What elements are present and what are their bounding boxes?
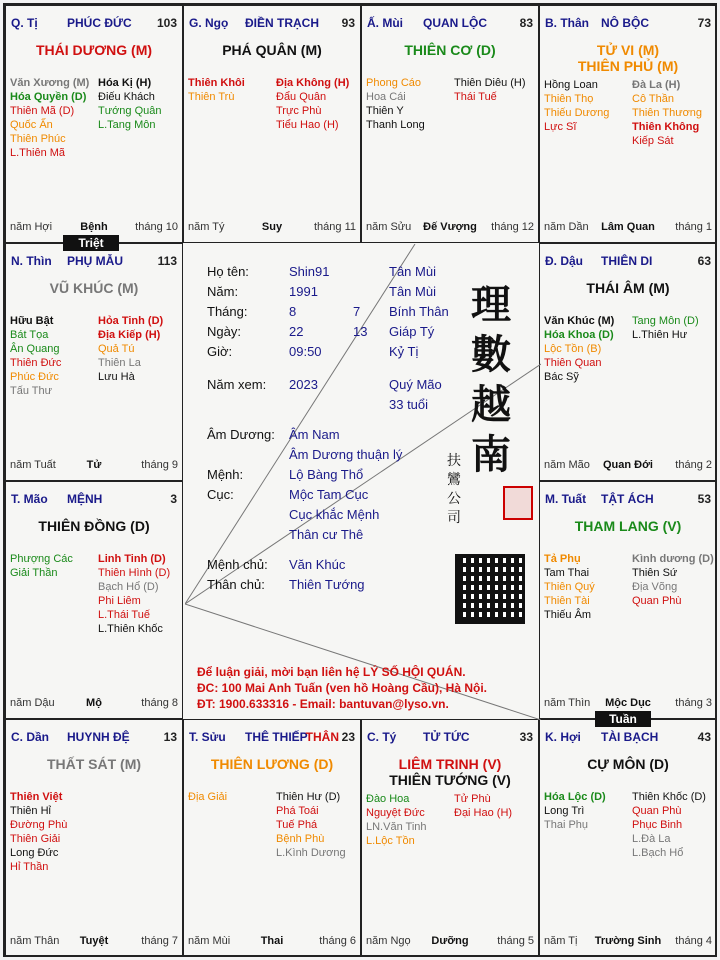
minor-star: Bác Sỹ xyxy=(544,371,579,383)
footer-stage: Lâm Quan xyxy=(601,221,655,233)
palace-cell-mui xyxy=(361,5,539,243)
star-column-right xyxy=(276,790,346,860)
birth-lab-0: Họ tên: xyxy=(207,264,249,279)
minor-star: Kiếp Sát xyxy=(632,135,674,147)
minor-star: Thiên Mã (D) xyxy=(10,105,75,117)
palace-cell-ty2 xyxy=(361,719,539,957)
minor-star: Ân Quang xyxy=(10,343,60,355)
thanchu-value: Thiên Tướng xyxy=(289,577,365,592)
than-cu-note: Thân cư Thê xyxy=(289,527,364,542)
horoscope-chart xyxy=(3,3,717,957)
palace-cell-ty xyxy=(5,5,183,243)
minor-star: Thiên Hỉ xyxy=(10,805,51,817)
palace-can-chi: T. Sửu xyxy=(189,730,226,744)
minor-star: Hỉ Thần xyxy=(10,861,49,873)
palace-can-chi: C. Dần xyxy=(11,730,50,744)
namxem-can-chi: Quý Mão xyxy=(389,377,442,392)
minor-star: Hỏa Tinh (D) xyxy=(98,315,164,327)
birth-v2-3: 13 xyxy=(353,324,368,339)
minor-star: Tả Phụ xyxy=(544,553,581,565)
minor-star: Thiên Đức xyxy=(10,357,62,369)
footer-month: tháng 12 xyxy=(491,221,534,233)
minor-star: Tấu Thư xyxy=(10,385,53,397)
palace-header xyxy=(189,16,355,30)
minor-star: Hóa Quyền (D) xyxy=(10,91,87,103)
minor-star: Quan Phù xyxy=(632,595,682,607)
birth-v1-3: 22 xyxy=(289,324,304,339)
minor-star: Thái Tuế xyxy=(454,91,497,103)
main-star: THẤT SÁT (M) xyxy=(46,756,142,772)
main-stars xyxy=(6,280,182,296)
palace-cell-dan xyxy=(5,719,183,957)
minor-star: Kình dương (D) xyxy=(632,553,714,565)
palace-number: 73 xyxy=(697,16,711,30)
palace-number: 103 xyxy=(156,16,177,30)
birth-lab-2: Tháng: xyxy=(207,304,248,319)
palace-name: PHỤ MẪU xyxy=(67,254,123,268)
minor-star: Thiên Thương xyxy=(632,107,703,119)
main-stars xyxy=(540,280,716,296)
footer-year: năm Thân xyxy=(10,935,60,947)
footer-year: năm Thìn xyxy=(544,697,591,709)
palace-footer xyxy=(366,935,534,949)
minor-star: Tam Thai xyxy=(544,567,590,579)
minor-star: Thiên Giải xyxy=(10,833,61,845)
seal-stamp xyxy=(503,486,533,520)
cuc-value: Mộc Tam Cục xyxy=(289,487,369,502)
main-star: PHÁ QUÂN (M) xyxy=(222,42,322,58)
palace-footer xyxy=(10,459,178,473)
star-column-left xyxy=(544,314,614,384)
birth-v3-4: Kỷ Tị xyxy=(389,344,419,359)
minor-star: Đà La (H) xyxy=(632,79,681,91)
minor-star: Quan Phù xyxy=(632,805,682,817)
palace-number: 13 xyxy=(163,730,177,744)
minor-star: Tuế Phá xyxy=(276,819,318,831)
main-star: VŨ KHÚC (M) xyxy=(49,280,139,296)
minor-star: Thiên Trù xyxy=(188,91,235,103)
minor-star: Thanh Long xyxy=(366,119,425,131)
main-star: TỬ VI (M) xyxy=(596,42,660,58)
footer-month: tháng 7 xyxy=(141,935,178,947)
birth-v3-1: Tân Mùi xyxy=(389,284,436,299)
star-column-right xyxy=(632,552,714,608)
palace-footer xyxy=(544,459,712,473)
minor-star: Đào Hoa xyxy=(366,793,410,805)
main-star: THIÊN CƠ (D) xyxy=(404,42,496,58)
star-column-left xyxy=(544,552,595,622)
main-stars xyxy=(540,518,716,534)
footer-stage: Thai xyxy=(260,935,284,947)
star-column-left xyxy=(10,552,73,580)
minor-star: Tướng Quân xyxy=(98,105,162,117)
star-column-right xyxy=(98,552,170,636)
star-column-right xyxy=(632,790,706,860)
palace-header xyxy=(545,492,711,506)
footer-month: tháng 1 xyxy=(675,221,712,233)
footer-month: tháng 8 xyxy=(141,697,178,709)
birth-v1-0: Shin91 xyxy=(289,264,330,279)
menh-label: Mệnh: xyxy=(207,467,244,482)
minor-star: Thiên Quý xyxy=(544,581,595,593)
star-column-right xyxy=(98,314,163,384)
minor-star: Long Trì xyxy=(544,805,585,817)
minor-star: Cô Thần xyxy=(632,93,674,105)
minor-star: Quả Tú xyxy=(98,343,135,355)
tuoi-value: 33 tuổi xyxy=(389,397,429,412)
footer-year: năm Mão xyxy=(544,459,590,471)
minor-star: Hóa Kị (H) xyxy=(98,77,152,89)
main-stars xyxy=(184,756,360,772)
footer-stage: Tử xyxy=(86,459,102,471)
footer-year: năm Sửu xyxy=(366,221,412,233)
footer-year: năm Tý xyxy=(188,221,225,233)
minor-star: L.Tang Môn xyxy=(98,119,156,131)
palace-number: 33 xyxy=(519,730,533,744)
palace-footer xyxy=(544,697,712,711)
contact-phone-email: ĐT: 1900.633316 - Email: bantuvan@lyso.vn. xyxy=(197,697,449,711)
main-stars xyxy=(540,756,716,772)
star-column-right xyxy=(632,314,699,342)
minor-star: Thiên Hư (D) xyxy=(276,791,341,803)
minor-star: LN.Văn Tinh xyxy=(366,821,427,833)
palace-header xyxy=(11,730,177,744)
palace-footer xyxy=(188,935,356,949)
palace-can-chi: M. Tuất xyxy=(545,492,587,506)
footer-stage: Dưỡng xyxy=(431,935,469,947)
minor-star: Thai Phụ xyxy=(544,819,589,831)
minor-star: Thiên Thọ xyxy=(544,93,594,105)
minor-star: L.Bạch Hổ xyxy=(632,847,684,859)
minor-star: Phi Liêm xyxy=(98,595,141,607)
amduong-value: Âm Nam xyxy=(289,427,340,442)
palace-number: 3 xyxy=(170,492,177,506)
star-column-left xyxy=(366,76,425,132)
footer-year: năm Dậu xyxy=(10,697,55,709)
palace-number: 113 xyxy=(157,254,177,268)
menh-value: Lộ Bàng Thổ xyxy=(289,467,364,482)
palace-cell-ngo xyxy=(183,5,361,243)
minor-star: Phong Cáo xyxy=(366,77,422,89)
birth-v1-1: 1991 xyxy=(289,284,318,299)
palace-header xyxy=(545,254,711,268)
minor-star: Điếu Khách xyxy=(98,91,155,103)
birth-v3-3: Giáp Tý xyxy=(389,324,435,339)
palace-can-chi: T. Mão xyxy=(11,492,48,506)
calligraphy-logo: 理 數 越 南 xyxy=(471,281,511,478)
birth-lab-3: Ngày: xyxy=(207,324,241,339)
palace-name: THIÊN DI xyxy=(601,254,653,268)
menhchu-value: Văn Khúc xyxy=(289,557,346,572)
palace-header xyxy=(545,16,711,30)
triet-tag: Triệt xyxy=(63,235,119,251)
main-star: THAM LANG (V) xyxy=(574,518,682,534)
star-column-right xyxy=(454,792,512,820)
palace-name: TÀI BẠCH xyxy=(601,730,659,744)
tuan-tag: Tuần xyxy=(595,711,651,727)
palace-can-chi: C. Tý xyxy=(367,730,397,744)
minor-star: Tử Phù xyxy=(454,793,491,805)
main-stars xyxy=(184,42,360,58)
palace-cell-hoi xyxy=(539,719,717,957)
birth-lab-1: Năm: xyxy=(207,284,239,299)
minor-star: Văn Xương (M) xyxy=(10,77,90,89)
minor-star: Trực Phù xyxy=(276,105,322,117)
birth-lab-4: Giờ: xyxy=(207,344,233,359)
minor-star: L.Kình Dương xyxy=(276,847,346,859)
minor-star: Thiên Khốc (D) xyxy=(632,791,706,803)
minor-star: Địa Kiếp (H) xyxy=(98,329,161,341)
namxem-row xyxy=(207,375,266,395)
palace-can-chi: K. Hợi xyxy=(545,730,581,744)
palace-name: NÔ BỘC xyxy=(601,16,649,30)
palace-name: QUAN LỘC xyxy=(423,16,487,30)
footer-stage: Bệnh xyxy=(80,221,108,233)
footer-stage: Đế Vượng xyxy=(423,221,477,233)
palace-header xyxy=(11,16,177,30)
palace-can-chi: N. Thìn xyxy=(11,254,52,268)
minor-star: Thiên Khôi xyxy=(188,77,245,89)
minor-star: L.Thiên Khốc xyxy=(98,623,163,635)
palace-footer xyxy=(10,935,178,949)
minor-star: Đường Phù xyxy=(10,819,68,831)
minor-star: Thiên Diêu (H) xyxy=(454,77,526,89)
footer-month: tháng 11 xyxy=(313,221,356,233)
minor-star: L.Thiên Hư xyxy=(632,329,688,341)
star-column-right xyxy=(454,76,526,104)
footer-month: tháng 6 xyxy=(319,935,356,947)
main-star: THÁI DƯƠNG (M) xyxy=(35,42,153,58)
minor-star: Giải Thần xyxy=(10,567,58,579)
birth-v2-2: 7 xyxy=(353,304,361,319)
palace-header xyxy=(367,730,533,744)
footer-month: tháng 3 xyxy=(675,697,712,709)
palace-header xyxy=(189,730,355,744)
minor-star: Thiên Phúc xyxy=(10,133,66,145)
star-column-left xyxy=(10,790,67,874)
palace-cell-suu xyxy=(183,719,361,957)
than-marker: THÂN xyxy=(305,730,339,744)
minor-star: Thiên Hình (D) xyxy=(98,567,171,579)
minor-star: Thiên Sứ xyxy=(632,567,678,579)
minor-star: Hoa Cái xyxy=(366,91,406,103)
minor-star: Lộc Tồn (B) xyxy=(544,343,602,355)
birth-v1-4: 09:50 xyxy=(289,344,322,359)
minor-star: Thiên Việt xyxy=(10,791,63,803)
center-info-panel xyxy=(185,244,541,720)
palace-number: 23 xyxy=(341,730,355,744)
minor-star: Hóa Lộc (D) xyxy=(544,791,606,803)
minor-star: Bệnh Phù xyxy=(276,833,325,845)
palace-can-chi: Đ. Dậu xyxy=(545,254,584,268)
footer-month: tháng 5 xyxy=(497,935,534,947)
footer-year: năm Tuất xyxy=(10,459,56,471)
star-column-left xyxy=(188,790,227,804)
main-star: THIÊN LƯƠNG (D) xyxy=(210,756,334,772)
thanchu-label: Thân chủ: xyxy=(207,577,265,592)
footer-stage: Tuyệt xyxy=(79,935,109,947)
minor-star: Bạch Hổ (D) xyxy=(98,581,159,593)
main-stars xyxy=(6,42,182,58)
minor-star: Long Đức xyxy=(10,847,59,859)
palace-number: 63 xyxy=(697,254,711,268)
star-column-left xyxy=(10,314,61,398)
namxem-label: Năm xem: xyxy=(207,377,267,392)
minor-star: Địa Giải xyxy=(188,791,228,803)
minor-star: Địa Không (H) xyxy=(276,77,350,89)
palace-can-chi: B. Thân xyxy=(545,16,589,30)
footer-month: tháng 9 xyxy=(141,459,178,471)
minor-star: Nguyệt Đức xyxy=(366,807,425,819)
main-stars xyxy=(362,756,538,788)
main-star: THÁI ÂM (M) xyxy=(586,280,670,296)
cuc-note: Cục khắc Mệnh xyxy=(289,507,380,522)
main-star: CỰ MÔN (D) xyxy=(587,756,669,772)
minor-star: Quốc Ấn xyxy=(10,119,53,131)
palace-footer xyxy=(10,221,178,235)
minor-star: Thiên La xyxy=(98,357,141,369)
minor-star: Thiếu Dương xyxy=(544,107,610,119)
minor-star: Phục Binh xyxy=(632,819,683,831)
palace-footer xyxy=(366,221,534,235)
minor-star: Đẩu Quân xyxy=(276,91,327,103)
contact-info xyxy=(197,664,487,712)
footer-year: năm Hợi xyxy=(10,221,53,233)
main-stars xyxy=(362,42,538,58)
amduong-label: Âm Dương: xyxy=(207,427,275,442)
minor-star: Lực Sĩ xyxy=(544,121,577,133)
palace-name: TẬT ÁCH xyxy=(601,492,654,506)
footer-stage: Quan Đới xyxy=(603,459,653,471)
contact-line-1: Để luận giải, mời bạn liên hệ LÝ SỐ HỘI QUÁN. xyxy=(197,665,466,679)
minor-star: L.Lộc Tồn xyxy=(366,835,415,847)
footer-year: năm Ngọ xyxy=(366,935,411,947)
palace-number: 93 xyxy=(341,16,355,30)
minor-star: Lưu Hà xyxy=(98,371,135,383)
main-stars xyxy=(6,518,182,534)
palace-cell-thin xyxy=(5,243,183,481)
minor-star: Hữu Bật xyxy=(10,315,54,327)
palace-can-chi: G. Ngọ xyxy=(189,16,229,30)
minor-star: Thiên Tài xyxy=(544,595,590,607)
minor-star: Hóa Khoa (D) xyxy=(544,329,614,341)
minor-star: Linh Tinh (D) xyxy=(98,553,166,565)
palace-footer xyxy=(544,935,712,949)
footer-stage: Trường Sinh xyxy=(594,935,662,947)
minor-star: Thiên Không xyxy=(632,121,700,133)
cuc-label: Cục: xyxy=(207,487,234,502)
palace-name: ĐIỀN TRẠCH xyxy=(245,16,319,30)
minor-star: Thiên Quan xyxy=(544,357,602,369)
minor-star: Thiếu Âm xyxy=(544,609,592,621)
birth-v3-2: Bính Thân xyxy=(389,304,449,319)
palace-cell-dau xyxy=(539,243,717,481)
menhchu-label: Mệnh chủ: xyxy=(207,557,268,572)
minor-star: Bát Tọa xyxy=(10,329,49,341)
footer-year: năm Mùi xyxy=(188,935,231,947)
star-column-right xyxy=(632,78,702,148)
minor-star: L.Thiên Mã xyxy=(10,147,66,159)
palace-header xyxy=(545,730,711,744)
contact-address: ĐC: 100 Mai Anh Tuấn (ven hồ Hoàng Cầu), Hà Nội. xyxy=(197,681,488,695)
palace-header xyxy=(11,492,177,506)
palace-header xyxy=(367,16,533,30)
star-column-left xyxy=(544,78,609,134)
footer-year: năm Tị xyxy=(544,935,578,947)
star-column-left xyxy=(188,76,245,104)
minor-star: Hồng Loan xyxy=(544,79,598,91)
main-stars xyxy=(540,42,716,74)
namxem-value: 2023 xyxy=(289,377,318,392)
qr-code-icon[interactable] xyxy=(455,554,525,624)
footer-stage: Suy xyxy=(261,221,283,233)
palace-cell-than xyxy=(539,5,717,243)
star-column-right xyxy=(276,76,349,132)
palace-cell-tuat xyxy=(539,481,717,719)
minor-star: Phúc Đức xyxy=(10,371,59,383)
main-star: LIÊM TRINH (V) xyxy=(398,756,502,772)
palace-footer xyxy=(10,697,178,711)
palace-number: 53 xyxy=(697,492,711,506)
palace-can-chi: Ấ. Mùi xyxy=(367,16,403,30)
palace-footer xyxy=(188,221,356,235)
palace-number: 43 xyxy=(697,730,711,744)
palace-footer xyxy=(544,221,712,235)
palace-name: HUYNH ĐỆ xyxy=(67,730,130,744)
minor-star: Văn Khúc (M) xyxy=(544,315,615,327)
minor-star: Phá Toái xyxy=(276,805,319,817)
main-stars xyxy=(6,756,182,772)
main-star: THIÊN ĐỒNG (D) xyxy=(38,518,150,534)
main-star: THIÊN TƯỚNG (V) xyxy=(389,772,511,788)
minor-star: Tang Môn (D) xyxy=(632,315,699,327)
footer-month: tháng 10 xyxy=(135,221,178,233)
palace-name: MỆNH xyxy=(67,492,103,506)
birth-v1-2: 8 xyxy=(289,304,297,319)
star-column-left xyxy=(10,76,89,160)
footer-stage: Mộ xyxy=(86,697,102,709)
footer-stage: Mộc Dục xyxy=(605,697,651,709)
minor-star: L.Thái Tuế xyxy=(98,609,150,621)
footer-month: tháng 4 xyxy=(675,935,712,947)
amduong-note: Âm Dương thuận lý xyxy=(289,447,403,462)
palace-number: 83 xyxy=(519,16,533,30)
star-column-right xyxy=(98,76,162,132)
footer-year: năm Dần xyxy=(544,221,589,233)
main-star: THIÊN PHỦ (M) xyxy=(577,58,679,74)
star-column-left xyxy=(544,790,606,832)
minor-star: L.Đà La xyxy=(632,833,671,845)
palace-cell-mao xyxy=(5,481,183,719)
minor-star: Đại Hao (H) xyxy=(454,807,513,819)
palace-name: PHÚC ĐỨC xyxy=(67,16,132,30)
minor-star: Địa Võng xyxy=(632,581,678,593)
minor-star: Tiểu Hao (H) xyxy=(276,119,339,131)
palace-can-chi: Q. Tị xyxy=(11,16,38,30)
calligraphy-small: 扶鸞公司 xyxy=(447,453,461,526)
minor-star: Thiên Y xyxy=(366,105,404,117)
birth-v3-0: Tân Mùi xyxy=(389,264,436,279)
palace-name: THÊ THIẾP xyxy=(245,730,308,744)
palace-name: TỬ TỨC xyxy=(423,730,470,744)
palace-header xyxy=(11,254,177,268)
star-column-left xyxy=(366,792,427,848)
minor-star: Phượng Các xyxy=(10,553,73,565)
footer-month: tháng 2 xyxy=(675,459,712,471)
